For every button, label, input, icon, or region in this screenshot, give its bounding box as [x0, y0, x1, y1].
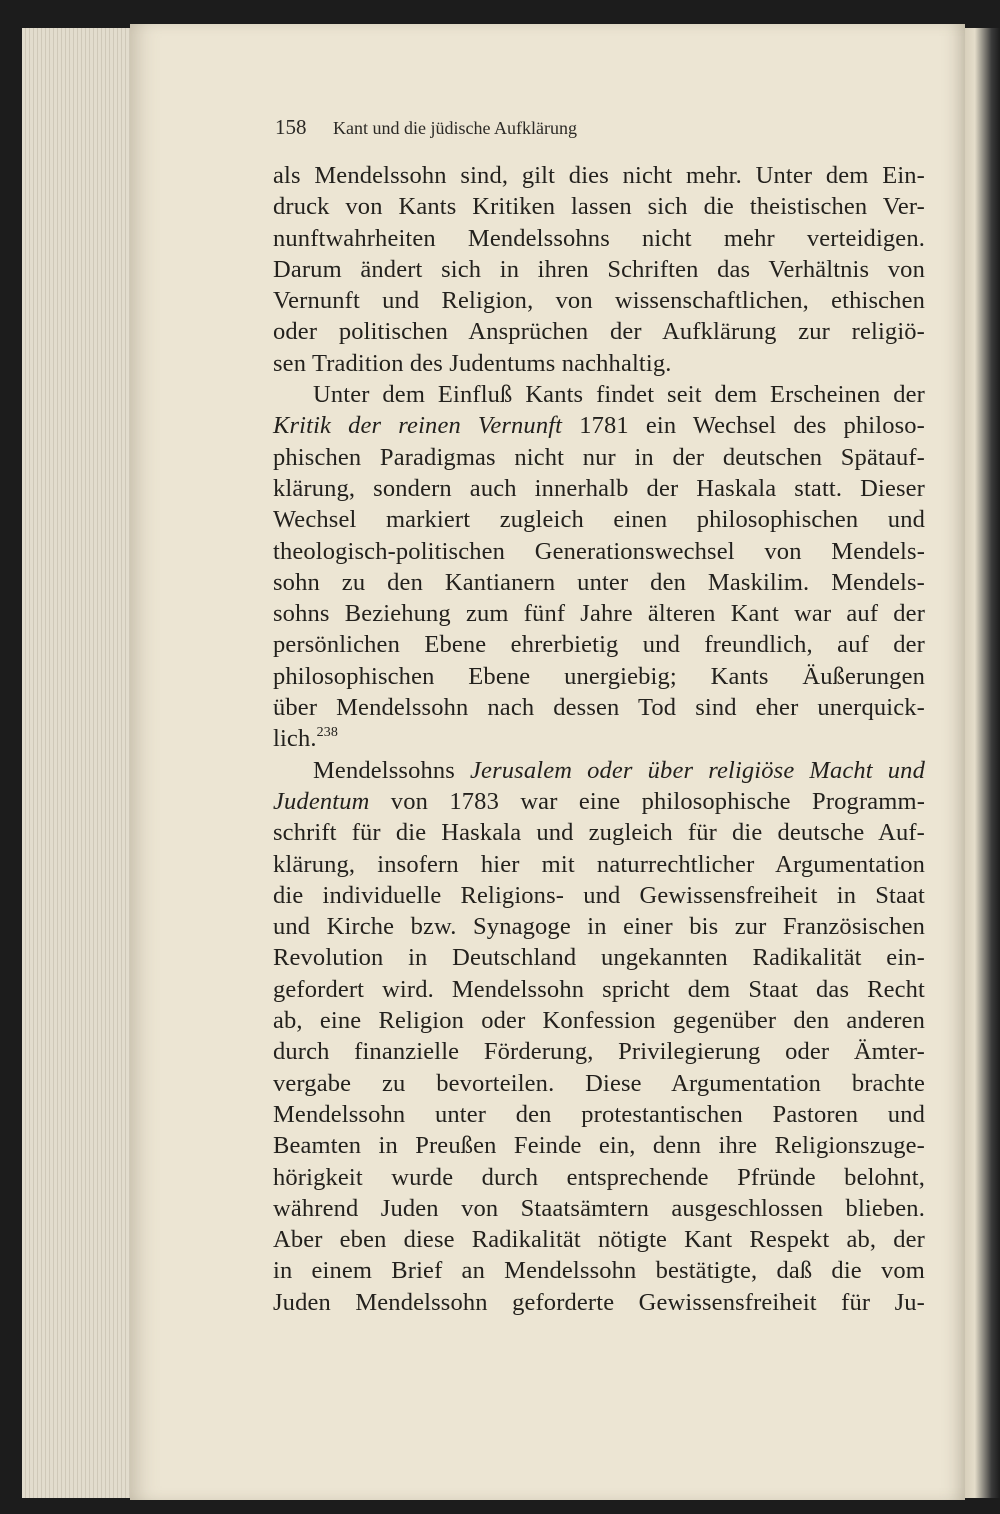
text-segment: lich.	[273, 725, 317, 753]
text-line: Darum ändert sich in ihren Schriften das Verhältnis von	[273, 255, 925, 283]
text-line	[273, 410, 925, 441]
text-line: während Juden von Staatsämtern ausgeschlossen blieben.	[273, 1194, 925, 1222]
text-line: gefordert wird. Mendelssohn spricht dem Staat das Recht	[273, 975, 925, 1003]
text-line: sohn zu den Kantianern unter den Maskilim. Mendels-	[273, 568, 925, 596]
footnote-marker: 238	[316, 725, 339, 741]
text-line: schrift für die Haskala und zugleich für die deutsche Auf-	[273, 819, 925, 847]
text-line: über Mendelssohn nach dessen Tod sind eher unerquick-	[273, 694, 925, 722]
text-line: Juden Mendelssohn geforderte Gewissensfreiheit für Ju-	[273, 1288, 925, 1316]
text-line: phischen Paradigmas nicht nur in der deutschen Spätauf-	[273, 443, 925, 471]
text-line: sohns Beziehung zum fünf Jahre älteren Kant war auf der	[273, 600, 925, 628]
book-title-italic: Judentum	[273, 787, 370, 815]
text-line: Wechsel markiert zugleich einen philosophischen und	[273, 506, 925, 534]
text-line: sen Tradition des Judentums nachhaltig.	[273, 349, 672, 377]
text-line: als Mendelssohn sind, gilt dies nicht mehr. Unter dem Ein-	[273, 162, 925, 189]
text-line: durch finanzielle Förderung, Privilegierung oder Ämter-	[273, 1038, 925, 1066]
text-segment: 1781 ein Wechsel des philoso-	[562, 412, 925, 440]
text-line: philosophischen Ebene unergiebig; Kants Äußerungen	[273, 662, 925, 690]
text-line: Unter dem Einfluß Kants findet seit dem Erscheinen der	[313, 381, 925, 409]
text-line: persönlichen Ebene ehrerbietig und freundlich, auf der	[273, 631, 925, 659]
text-line: oder politischen Ansprüchen der Aufklärung zur religiö-	[273, 318, 925, 346]
text-line	[273, 755, 925, 786]
text-segment: Mendelssohns	[313, 756, 471, 784]
text-line	[273, 723, 925, 754]
text-line: klärung, sondern auch innerhalb der Haskala statt. Dieser	[273, 474, 925, 502]
text-line: Revolution in Deutschland ungekannten Radikalität ein-	[273, 944, 925, 972]
text-line: hörigkeit wurde durch entsprechende Pfründe belohnt,	[273, 1163, 925, 1191]
running-title: Kant und die jüdische Aufklärung	[333, 118, 577, 138]
text-line: Mendelssohn unter den protestantischen Pastoren und	[273, 1100, 925, 1128]
running-head	[275, 115, 925, 145]
text-line: und Kirche bzw. Synagoge in einer bis zur Französischen	[273, 913, 925, 941]
text-line: ab, eine Religion oder Konfession gegenüber den anderen	[273, 1007, 925, 1035]
text-segment: von 1783 war eine philosophische Programm-	[369, 787, 925, 815]
text-line: Aber eben diese Radikalität nötigte Kant Respekt ab, der	[273, 1226, 925, 1254]
text-line	[273, 786, 925, 817]
page-number: 158	[275, 115, 307, 139]
text-line: druck von Kants Kritiken lassen sich die theistischen Ver-	[273, 193, 925, 221]
book-title-italic: Jerusalem oder über religiöse Macht und	[470, 756, 925, 784]
text-line: klärung, insofern hier mit naturrechtlicher Argumentation	[273, 850, 925, 878]
text-line: in einem Brief an Mendelssohn bestätigte, daß die vom	[273, 1257, 925, 1285]
text-line: Vernunft und Religion, von wissenschaftlichen, ethischen	[273, 287, 925, 315]
text-line: nunftwahrheiten Mendelssohns nicht mehr verteidigen.	[273, 224, 925, 252]
text-line: theologisch-politischen Generationswechsel von Mendels-	[273, 537, 925, 565]
text-line: die individuelle Religions- und Gewissensfreiheit in Staat	[273, 881, 925, 909]
text-line: vergabe zu bevorteilen. Diese Argumentation brachte	[273, 1069, 925, 1097]
text-line: Beamten in Preußen Feinde ein, denn ihre Religionszuge-	[273, 1132, 925, 1160]
body-text	[273, 160, 925, 1318]
book-title-italic: Kritik der reinen Vernunft	[273, 412, 563, 440]
